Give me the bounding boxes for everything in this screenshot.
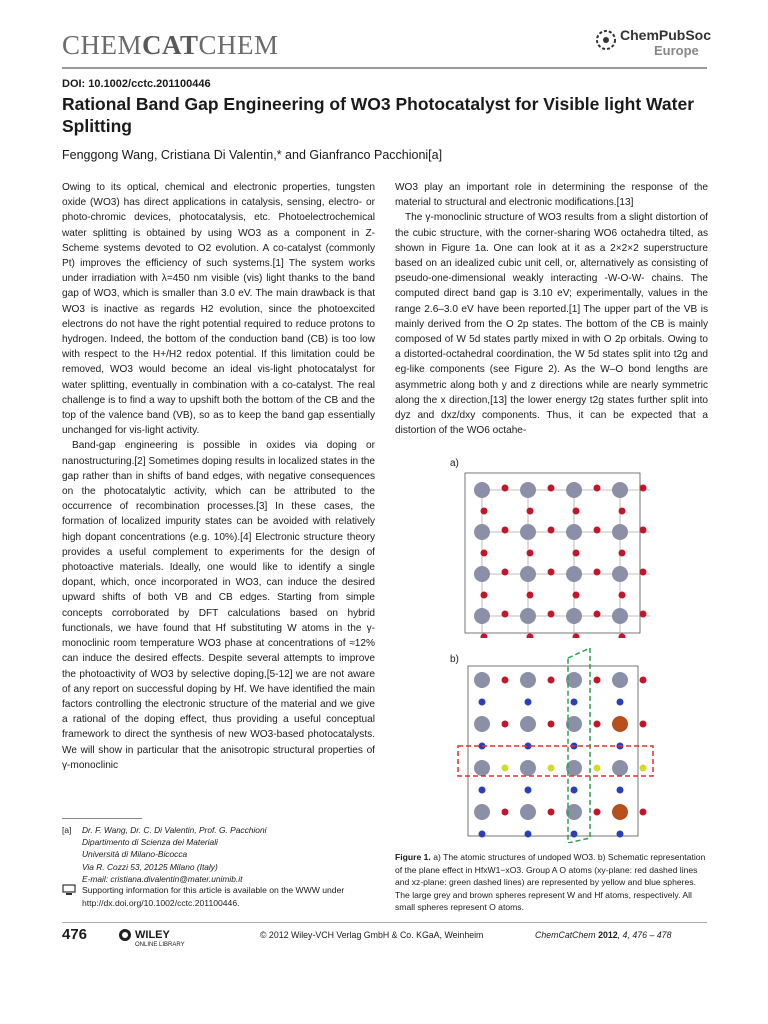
o-atom	[527, 550, 534, 557]
supporting-info-link[interactable]: Supporting information for this article is available on the WWW under http://dx.doi.org/10.1002/cctc.201100446.	[82, 885, 345, 908]
wiley-logo: WILEY ONLINE LIBRARY	[118, 928, 198, 948]
doi[interactable]: DOI: 10.1002/cctc.201100446	[62, 78, 211, 90]
w-atom	[474, 566, 490, 582]
o-atom	[481, 634, 488, 639]
w-atom	[566, 608, 582, 624]
o-atom	[619, 634, 626, 639]
o-atom	[594, 809, 601, 816]
o-atom	[594, 677, 601, 684]
o-atom	[502, 677, 509, 684]
paragraph: WO3 play an important role in determining the response of the material to structural and electronic modifications.[13]	[395, 182, 708, 209]
publisher-logo	[594, 25, 714, 59]
o-atom	[640, 765, 647, 772]
w-atom	[612, 524, 628, 540]
w-atom	[520, 672, 536, 688]
w-atom	[520, 608, 536, 624]
chempubsoc-icon	[594, 28, 618, 52]
w-atom	[474, 524, 490, 540]
w-atom	[520, 716, 536, 732]
o-atom	[481, 592, 488, 599]
o-atom	[502, 611, 509, 618]
figure-1	[450, 458, 660, 843]
o-atom	[594, 611, 601, 618]
w-atom	[474, 482, 490, 498]
o-atom	[573, 550, 580, 557]
o-atom	[548, 485, 555, 492]
unit-cell-box	[465, 473, 640, 633]
o-atom	[479, 699, 486, 706]
o-atom	[502, 485, 509, 492]
o-atom	[594, 485, 601, 492]
publisher-name: ChemPubSoc	[620, 27, 712, 43]
o-atom	[502, 765, 509, 772]
email-link[interactable]: E-mail: cristiana.divalentin@mater.unimib.it	[82, 873, 243, 884]
o-atom	[527, 508, 534, 515]
o-atom	[548, 809, 555, 816]
o-atom	[548, 765, 555, 772]
o-atom	[619, 550, 626, 557]
o-atom	[640, 677, 647, 684]
w-atom	[520, 482, 536, 498]
o-atom	[640, 569, 647, 576]
figure-label-b: b)	[450, 654, 459, 665]
o-atom	[594, 765, 601, 772]
wiley-icon	[118, 928, 132, 942]
w-atom	[520, 804, 536, 820]
right-column	[395, 180, 708, 438]
paragraph: The γ-monoclinic structure of WO3 results from a slight distortion of the cubic structure, with the corner-sharing WO6 octahedra tilted, as shown in Figure 1a. One can look at it as a 2×2×2 superstructure based on an idealized cubic unit cell, or, alternatively as consisting of pseudo-one-dimensional weakly interacting -W-O-W- chains. The computed direct band gap is 3.10 eV; experimentally, values in the range 2.6–3.0 eV have been reported.[1] The upper part of the VB is mainly derived from the O 2p states. The bottom of the CB is mainly composed of W 5d states partly mixed in with O 2p orbitals. Owing to a distorted-octahedral coordination, the W 5d states split into t2g and eg-like components (see Figure 2). As the W–O bond lengths are asymmetric along both y and z directions while are nearly symmetric along the x direction,[13] the lower energy t2g states further split into dyz and dxz/dxy components. Thus, it can be expected that a distortion of the WO6 octahe-	[395, 212, 708, 437]
supporting-info-note	[62, 884, 382, 909]
w-atom	[474, 672, 490, 688]
w-atom	[566, 524, 582, 540]
figure-1a-structure	[460, 468, 650, 638]
w-atom	[520, 760, 536, 776]
o-atom	[548, 611, 555, 618]
w-atom	[474, 716, 490, 732]
w-atom	[612, 566, 628, 582]
figure-1b-structure	[450, 648, 660, 843]
o-atom	[640, 485, 647, 492]
o-atom	[525, 831, 532, 838]
o-atom	[573, 592, 580, 599]
paragraph: Band-gap engineering is possible in oxides via doping or nanostructuring.[2] Sometimes doping results in localized states in the gap rather than in shifts of band edges, with negative consequences on the photocatalytic activity, which can be attributed to the occurrence of recombination processes.[3] In these cases, the formation of localized impurity states can be avoided with relatively high dopant concentrations (e.g. 10%).[4] Electronic structure theory provides a useful complement to experiments for the design of photoactive materials. Ideally, one would like to identify a single dopant, which, once incorporated in WO3, can induce the desired upward shifts of both VB and CB edges. Starting from simple concepts corroborated by DFT calculations based on hybrid functionals, we have found that Hf substituting W atoms in the γ-monoclinic room temperature WO3 phase at concentrations of ≈12% can induce the desired effects. Despite several attempts to improve the photoactivity of WO3 by selective doping,[5-12] we are not aware of any report on successful doping by Hf. We have identified the main factors controlling the electronic structure of the material and we give a rational of the doping effect, thus providing a useful conceptual framework to direct the synthesis of new WO3-based photocatalysts. We will show in particular that the anisotropic structural properties of γ-monoclinic	[62, 440, 375, 771]
o-atom	[548, 569, 555, 576]
o-atom	[640, 721, 647, 728]
w-atom	[474, 608, 490, 624]
w-atom	[612, 672, 628, 688]
o-atom	[502, 527, 509, 534]
w-atom	[612, 482, 628, 498]
o-atom	[617, 699, 624, 706]
o-atom	[640, 611, 647, 618]
o-atom	[640, 809, 647, 816]
o-atom	[594, 569, 601, 576]
o-atom	[617, 831, 624, 838]
o-atom	[525, 787, 532, 794]
o-atom	[502, 809, 509, 816]
o-atom	[479, 787, 486, 794]
o-atom	[479, 831, 486, 838]
footer-rule	[62, 922, 707, 923]
copyright: © 2012 Wiley-VCH Verlag GmbH & Co. KGaA, Weinheim	[260, 930, 484, 940]
figure-label-a: a)	[450, 458, 459, 469]
o-atom	[619, 592, 626, 599]
w-atom	[474, 804, 490, 820]
w-atom	[520, 566, 536, 582]
o-atom	[573, 634, 580, 639]
paragraph: Owing to its optical, chemical and electronic properties, tungsten oxide (WO3) has direct applications in catalysis, sensing, electro- or photo-chromic devices, photocatalysis, etc. Photoelectrochemical water splitting is obtained by using WO3 as a component in Z-Scheme systems devoted to O2 evolution. A co-catalyst (commonly Pt) improves the efficiency of such systems.[1] The system works under irradiation with λ=450 nm visible (vis) light thanks to the band gap of WO3, which is smaller than 3.0 eV. The main drawback is that WO3 is inactive as regards H2 evolution, since the photoexcited electrons do not have the right potential required to reduce protons to hydrogen. Indeed, the bottom of the conduction band (CB) is too low with respect to the H+/H2 redox potential. If this limitation could be removed, WO3 would become an ideal vis-light photocatalyst for water splitting, eventually in combination with a co-catalyst. The real challenge is to find a way to upshift both the bottom of the CB and the top of the valence band (VB), so as to keep the band gap essentially unchanged for vis-light activity.	[62, 182, 375, 437]
article-title: Rational Band Gap Engineering of WO3 Photocatalyst for Visible light Water Splitting	[62, 94, 695, 136]
o-atom	[527, 592, 534, 599]
page-number: 476	[62, 926, 88, 943]
o-atom	[640, 527, 647, 534]
o-atom	[548, 677, 555, 684]
w-atom	[612, 608, 628, 624]
o-atom	[619, 508, 626, 515]
publisher-region: Europe	[654, 43, 699, 58]
header-rule	[62, 67, 707, 69]
o-atom	[548, 527, 555, 534]
o-atom	[571, 831, 578, 838]
o-atom	[571, 787, 578, 794]
o-atom	[481, 550, 488, 557]
citation: ChemCatChem 2012, 4, 476 – 478	[535, 930, 672, 940]
o-atom	[594, 721, 601, 728]
hf-atom	[612, 716, 628, 732]
w-atom	[566, 566, 582, 582]
o-atom	[548, 721, 555, 728]
w-atom	[566, 482, 582, 498]
o-atom	[502, 721, 509, 728]
o-atom	[525, 699, 532, 706]
w-atom	[520, 524, 536, 540]
affiliation: [a] Dr. F. Wang, Dr. C. Di Valentin, Prof. G. Pacchioni Dipartimento di Scienza dei Materiali Università di Milano-Bicocca Via R. Cozzi 53, 20125 Milano (Italy) E-mail: cristiana.divalentin@mater.unimib.it	[62, 825, 267, 884]
o-atom	[481, 508, 488, 515]
hf-atom	[612, 804, 628, 820]
o-atom	[594, 527, 601, 534]
o-atom	[571, 699, 578, 706]
left-column	[62, 180, 375, 773]
o-atom	[617, 787, 624, 794]
computer-icon	[62, 884, 82, 909]
figure-caption: Figure 1. a) The atomic structures of undoped WO3. b) Schematic representation of the plane effect in HfxW1−xO3. Group A O atoms (xy-plane: red dashed lines and xz-plane: green dashed lines) are represented by yellow and blue spheres. The large grey and brown spheres represent W and Hf atoms, respectively. All small spheres represent O atoms.	[395, 852, 706, 912]
o-atom	[527, 634, 534, 639]
footnote-rule	[62, 818, 142, 819]
o-atom	[502, 569, 509, 576]
w-atom	[612, 760, 628, 776]
w-atom	[474, 760, 490, 776]
journal-title: CHEMCATCHEM	[62, 30, 279, 60]
o-atom	[573, 508, 580, 515]
authors: Fenggong Wang, Cristiana Di Valentin,* and Gianfranco Pacchioni[a]	[62, 148, 443, 162]
